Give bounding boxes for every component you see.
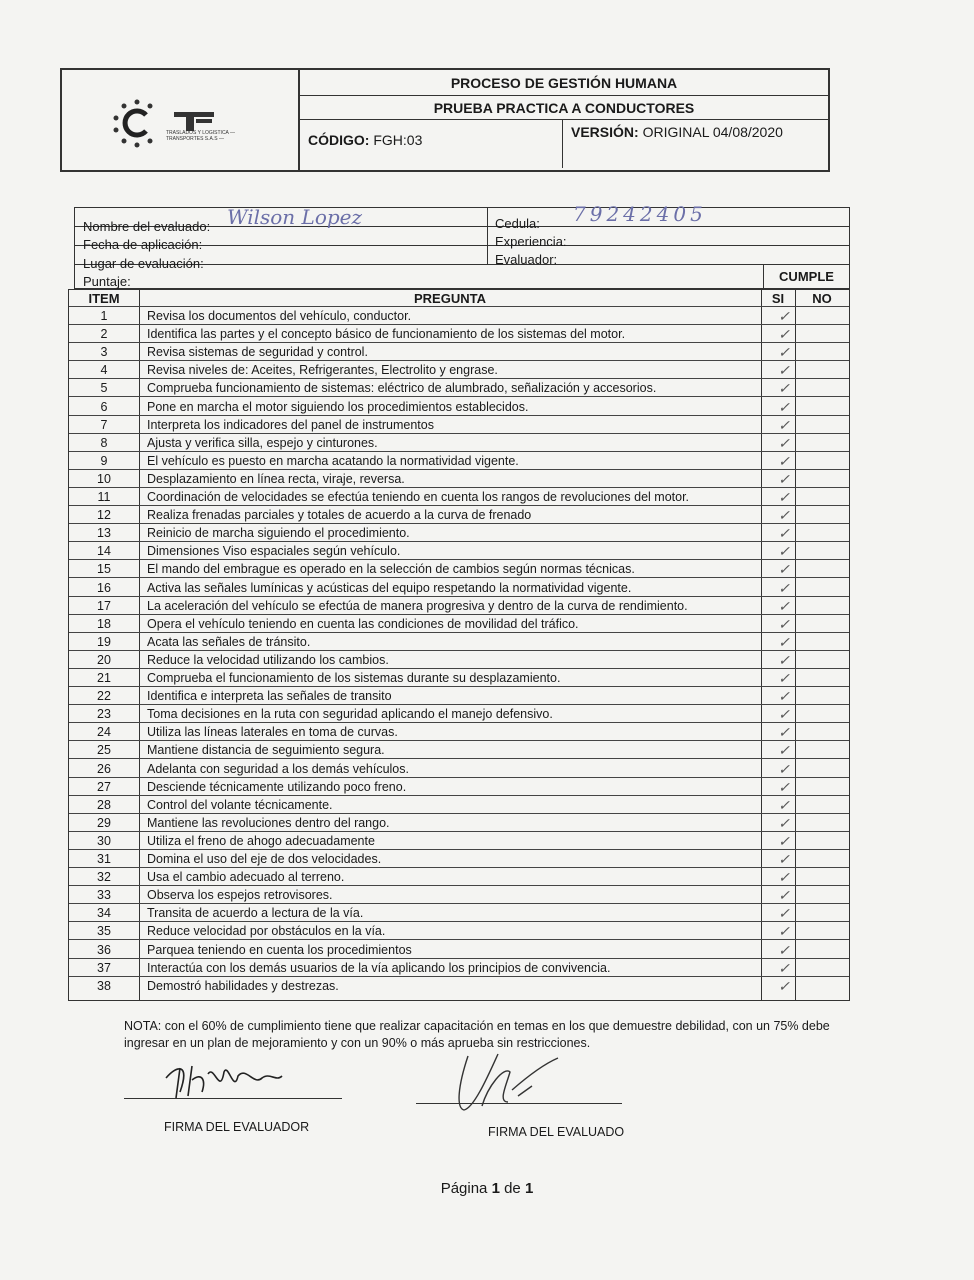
company-logo-mark — [112, 98, 162, 148]
si-check-mark[interactable]: ✓ — [778, 579, 790, 596]
si-check-mark[interactable]: ✓ — [778, 362, 790, 379]
experience-label: Experiencia: — [495, 234, 567, 249]
question-header: PREGUNTA — [414, 291, 486, 306]
si-check-mark[interactable]: ✓ — [778, 832, 790, 849]
question-text: Identifica e interpreta las señales de transito — [147, 689, 392, 704]
si-check-mark[interactable]: ✓ — [778, 615, 790, 632]
si-check-mark[interactable]: ✓ — [778, 561, 790, 578]
table-row — [69, 633, 849, 651]
si-check-mark[interactable]: ✓ — [778, 887, 790, 904]
item-number: 3 — [100, 345, 108, 360]
si-check-mark[interactable]: ✓ — [778, 543, 790, 560]
question-text: El vehículo es puesto en marcha acatando la normatividad vigente. — [147, 453, 519, 468]
item-number: 27 — [97, 779, 111, 794]
question-text: Mantiene distancia de seguimiento segura. — [147, 743, 385, 758]
date-label: Fecha de aplicación: — [83, 237, 203, 252]
item-header: ITEM — [88, 291, 120, 306]
table-row — [69, 778, 849, 796]
si-check-mark[interactable]: ✓ — [778, 959, 790, 976]
page-prefix: Página — [440, 1180, 488, 1197]
table-row — [69, 542, 849, 560]
table-row — [69, 814, 849, 832]
item-number: 21 — [97, 671, 111, 685]
table-row — [69, 651, 849, 669]
si-check-mark[interactable]: ✓ — [778, 724, 790, 741]
question-text: La aceleración del vehículo se efectúa de manera progresiva y dentro de la curva de rendimiento. — [147, 598, 688, 613]
table-row — [69, 941, 849, 959]
table-header-row — [69, 290, 849, 307]
si-check-mark[interactable]: ✓ — [778, 923, 790, 940]
item-number: 12 — [97, 508, 111, 523]
item-number: 6 — [100, 399, 108, 414]
table-row — [69, 723, 849, 741]
page-number — [0, 1180, 974, 1197]
company-logo — [62, 70, 300, 170]
question-text: Parquea teniendo en cuenta los procedimientos — [147, 942, 412, 957]
item-number: 9 — [100, 453, 108, 468]
table-row — [69, 506, 849, 524]
si-check-mark[interactable]: ✓ — [778, 416, 790, 433]
question-text: Utiliza el freno de ahogo adecuadamente — [147, 833, 375, 848]
evaluated-signature-line — [416, 1103, 622, 1104]
si-check-mark[interactable]: ✓ — [778, 869, 790, 886]
si-check-mark[interactable]: ✓ — [778, 308, 790, 324]
item-number: 33 — [97, 888, 111, 903]
table-row — [69, 904, 849, 922]
table-row — [69, 325, 849, 343]
table-row — [69, 488, 849, 506]
item-number: 13 — [97, 526, 111, 541]
si-check-mark[interactable]: ✓ — [778, 326, 790, 343]
table-row — [69, 741, 849, 759]
form-title: PRUEBA PRACTICA A CONDUCTORES — [300, 96, 828, 120]
item-number: 36 — [97, 942, 111, 957]
table-row — [69, 470, 849, 488]
table-row — [69, 615, 849, 633]
table-row — [69, 343, 849, 361]
si-check-mark[interactable]: ✓ — [778, 633, 790, 650]
item-number: 7 — [100, 417, 108, 432]
question-text: Coordinación de velocidades se efectúa teniendo en cuenta los rangos de revoluciones del motor. — [147, 490, 690, 504]
item-number: 17 — [97, 598, 111, 613]
table-row — [69, 850, 849, 868]
version-label: VERSIÓN: — [571, 124, 639, 140]
question-text: Reduce velocidad por obstáculos en la vía. — [147, 924, 386, 939]
version-value: ORIGINAL 04/08/2020 — [642, 124, 783, 140]
si-check-mark[interactable]: ✓ — [778, 651, 790, 668]
question-text: Desciende técnicamente utilizando poco freno. — [147, 779, 407, 794]
si-check-mark[interactable]: ✓ — [778, 851, 790, 867]
si-check-mark[interactable]: ✓ — [778, 706, 790, 723]
question-text: Desplazamiento en línea recta, viraje, reversa. — [147, 471, 405, 486]
id-label: Cedula: — [495, 216, 540, 231]
table-row — [69, 434, 849, 452]
table-row — [69, 687, 849, 705]
table-row — [69, 361, 849, 379]
si-check-mark[interactable]: ✓ — [778, 344, 790, 361]
item-number: 37 — [97, 960, 111, 975]
process-title: PROCESO DE GESTIÓN HUMANA — [300, 70, 828, 96]
item-number: 38 — [97, 978, 111, 993]
note-text: NOTA: con el 60% de cumplimiento tiene que realizar capacitación en temas en los que demuestre debilidad, con un 75% debe ingresar en un plan de mejoramiento y con un 90% o más aprueba sin restricciones. — [124, 1019, 830, 1050]
table-row — [69, 524, 849, 542]
version-field — [562, 120, 828, 168]
item-number: 19 — [97, 634, 111, 649]
table-row — [69, 560, 849, 578]
si-check-mark[interactable]: ✓ — [778, 380, 790, 397]
evaluee-info — [74, 202, 850, 289]
item-number: 26 — [97, 761, 111, 776]
table-row — [69, 452, 849, 470]
place-label: Lugar de evaluación: — [83, 256, 204, 271]
question-text: Observa los espejos retrovisores. — [147, 888, 333, 903]
divider — [487, 208, 488, 265]
question-text: Domina el uso del eje de dos velocidades. — [147, 852, 382, 866]
table-row — [69, 868, 849, 886]
page-mid: de — [504, 1180, 521, 1197]
question-text: Opera el vehículo teniendo en cuenta las condiciones de movilidad del tráfico. — [147, 616, 579, 631]
si-check-mark[interactable]: ✓ — [778, 507, 790, 524]
item-number: 28 — [97, 797, 111, 812]
evaluated-signature — [448, 1046, 578, 1126]
item-number: 35 — [97, 924, 111, 939]
si-check-mark[interactable]: ✓ — [778, 489, 790, 505]
table-row — [69, 398, 849, 416]
table-row — [69, 977, 849, 995]
si-check-mark[interactable]: ✓ — [778, 742, 790, 759]
si-check-mark[interactable]: ✓ — [778, 597, 790, 614]
question-text: Control del volante técnicamente. — [147, 797, 333, 812]
code-label: CÓDIGO: — [308, 132, 370, 148]
table-row — [69, 760, 849, 778]
question-text: El mando del embrague es operado en la selección de cambios según normas técnicas. — [147, 562, 635, 577]
item-number: 24 — [97, 725, 111, 740]
si-check-mark[interactable]: ✓ — [778, 760, 790, 777]
item-number: 34 — [97, 906, 111, 921]
item-number: 4 — [100, 363, 108, 378]
code-value: FGH:03 — [373, 132, 423, 148]
si-check-mark[interactable]: ✓ — [778, 452, 790, 469]
no-header: NO — [812, 291, 832, 306]
item-number: 16 — [97, 580, 111, 595]
question-text: Usa el cambio adecuado al terreno. — [147, 870, 345, 885]
si-check-mark[interactable]: ✓ — [778, 434, 790, 451]
document-header — [60, 68, 830, 172]
question-text: Comprueba funcionamiento de sistemas: eléctrico de alumbrado, señalización y accesorios. — [147, 381, 657, 396]
table-row — [69, 416, 849, 434]
item-number: 22 — [97, 689, 111, 704]
table-row — [69, 959, 849, 977]
item-number: 11 — [97, 490, 111, 504]
si-check-mark[interactable]: ✓ — [778, 398, 790, 415]
si-check-mark[interactable]: ✓ — [778, 670, 790, 686]
evaluator-label: Evaluador: — [495, 252, 558, 267]
item-number: 8 — [100, 435, 108, 450]
item-number: 20 — [97, 652, 111, 667]
si-check-mark[interactable]: ✓ — [778, 977, 790, 994]
question-text: Activa las señales lumínicas y acústicas del equipo respetando la normatividad vigente. — [147, 580, 632, 595]
item-number: 32 — [97, 870, 111, 885]
si-header: SI — [771, 291, 785, 306]
item-number: 25 — [97, 743, 111, 758]
code-field — [308, 132, 422, 148]
item-number: 30 — [97, 833, 111, 848]
table-row — [69, 669, 849, 687]
table-row — [69, 796, 849, 814]
question-text: Dimensiones Viso espaciales según vehículo. — [147, 544, 401, 559]
page-current: 1 — [491, 1180, 500, 1197]
question-text: Transita de acuerdo a lectura de la vía. — [147, 906, 364, 921]
name-value[interactable]: Wilson Lopez — [227, 205, 363, 229]
id-value[interactable]: 79242405 — [573, 202, 707, 226]
question-text: Revisa sistemas de seguridad y control. — [147, 345, 368, 360]
question-text: Revisa los documentos del vehículo, conductor. — [147, 309, 412, 323]
table-row — [69, 379, 849, 397]
table-row — [69, 597, 849, 615]
item-number: 29 — [97, 815, 111, 830]
question-text: Realiza frenadas parciales y totales de acuerdo a la curva de frenado — [147, 508, 532, 523]
si-check-mark[interactable]: ✓ — [778, 796, 790, 813]
question-text: Demostró habilidades y destrezas. — [147, 978, 339, 993]
code-version-row — [300, 120, 828, 170]
question-text: Mantiene las revoluciones dentro del rango. — [147, 815, 390, 830]
question-text: Utiliza las líneas laterales en toma de curvas. — [147, 725, 398, 740]
si-check-mark[interactable]: ✓ — [778, 905, 790, 922]
si-check-mark[interactable]: ✓ — [778, 525, 790, 542]
table-row — [69, 832, 849, 850]
item-number: 10 — [97, 471, 111, 486]
si-check-mark[interactable]: ✓ — [778, 470, 790, 487]
item-number: 18 — [97, 616, 111, 631]
question-text: Reduce la velocidad utilizando los cambios. — [147, 652, 389, 667]
question-text: Toma decisiones en la ruta con seguridad aplicando el manejo defensivo. — [147, 707, 553, 722]
question-text: Interpreta los indicadores del panel de instrumentos — [147, 417, 434, 432]
si-check-mark[interactable]: ✓ — [778, 941, 790, 958]
question-text: Interactúa con los demás usuarios de la vía aplicando los principios de convivencia. — [147, 960, 611, 975]
si-check-mark[interactable]: ✓ — [778, 814, 790, 831]
question-text: Ajusta y verifica silla, espejo y cinturones. — [147, 435, 378, 450]
item-number: 15 — [97, 562, 111, 577]
si-check-mark[interactable]: ✓ — [778, 688, 790, 705]
question-text: Comprueba el funcionamiento de los sistemas durante su desplazamiento. — [147, 671, 561, 685]
evaluator-signature-label: FIRMA DEL EVALUADOR — [164, 1120, 310, 1134]
evaluator-signature — [158, 1056, 298, 1102]
item-number: 23 — [97, 707, 111, 722]
table-row — [69, 579, 849, 597]
table-row — [69, 886, 849, 904]
cumple-header: CUMPLE — [763, 265, 849, 288]
evaluator-signature-line — [124, 1098, 342, 1099]
question-text: Revisa niveles de: Aceites, Refrigerantes, Electrolito y engrase. — [147, 363, 498, 378]
company-logo-text: TRASLADOS Y LOGISTICA — TRANSPORTES S.A.S — — [166, 130, 236, 142]
table-row — [69, 307, 849, 325]
name-label: Nombre del evaluado: — [83, 219, 211, 234]
item-number: 14 — [97, 544, 111, 559]
item-number: 5 — [100, 381, 108, 396]
question-text: Pone en marcha el motor siguiendo los procedimientos establecidos. — [147, 399, 529, 414]
item-number: 1 — [100, 309, 108, 323]
table-row — [69, 922, 849, 940]
question-text: Acata las señales de tránsito. — [147, 634, 311, 649]
item-number: 31 — [97, 852, 111, 866]
evaluation-table — [68, 289, 850, 1001]
evaluated-signature-label: FIRMA DEL EVALUADO — [488, 1125, 625, 1139]
si-check-mark[interactable]: ✓ — [778, 778, 790, 795]
question-text: Reinicio de marcha siguiendo el procedimiento. — [147, 526, 410, 541]
item-number: 2 — [100, 327, 108, 342]
table-row — [69, 705, 849, 723]
question-text: Adelanta con seguridad a los demás vehículos. — [147, 761, 409, 776]
score-label: Puntaje: — [83, 274, 131, 289]
page-total: 1 — [524, 1180, 534, 1197]
question-text: Identifica las partes y el concepto básico de funcionamiento de los sistemas del motor. — [147, 327, 626, 342]
